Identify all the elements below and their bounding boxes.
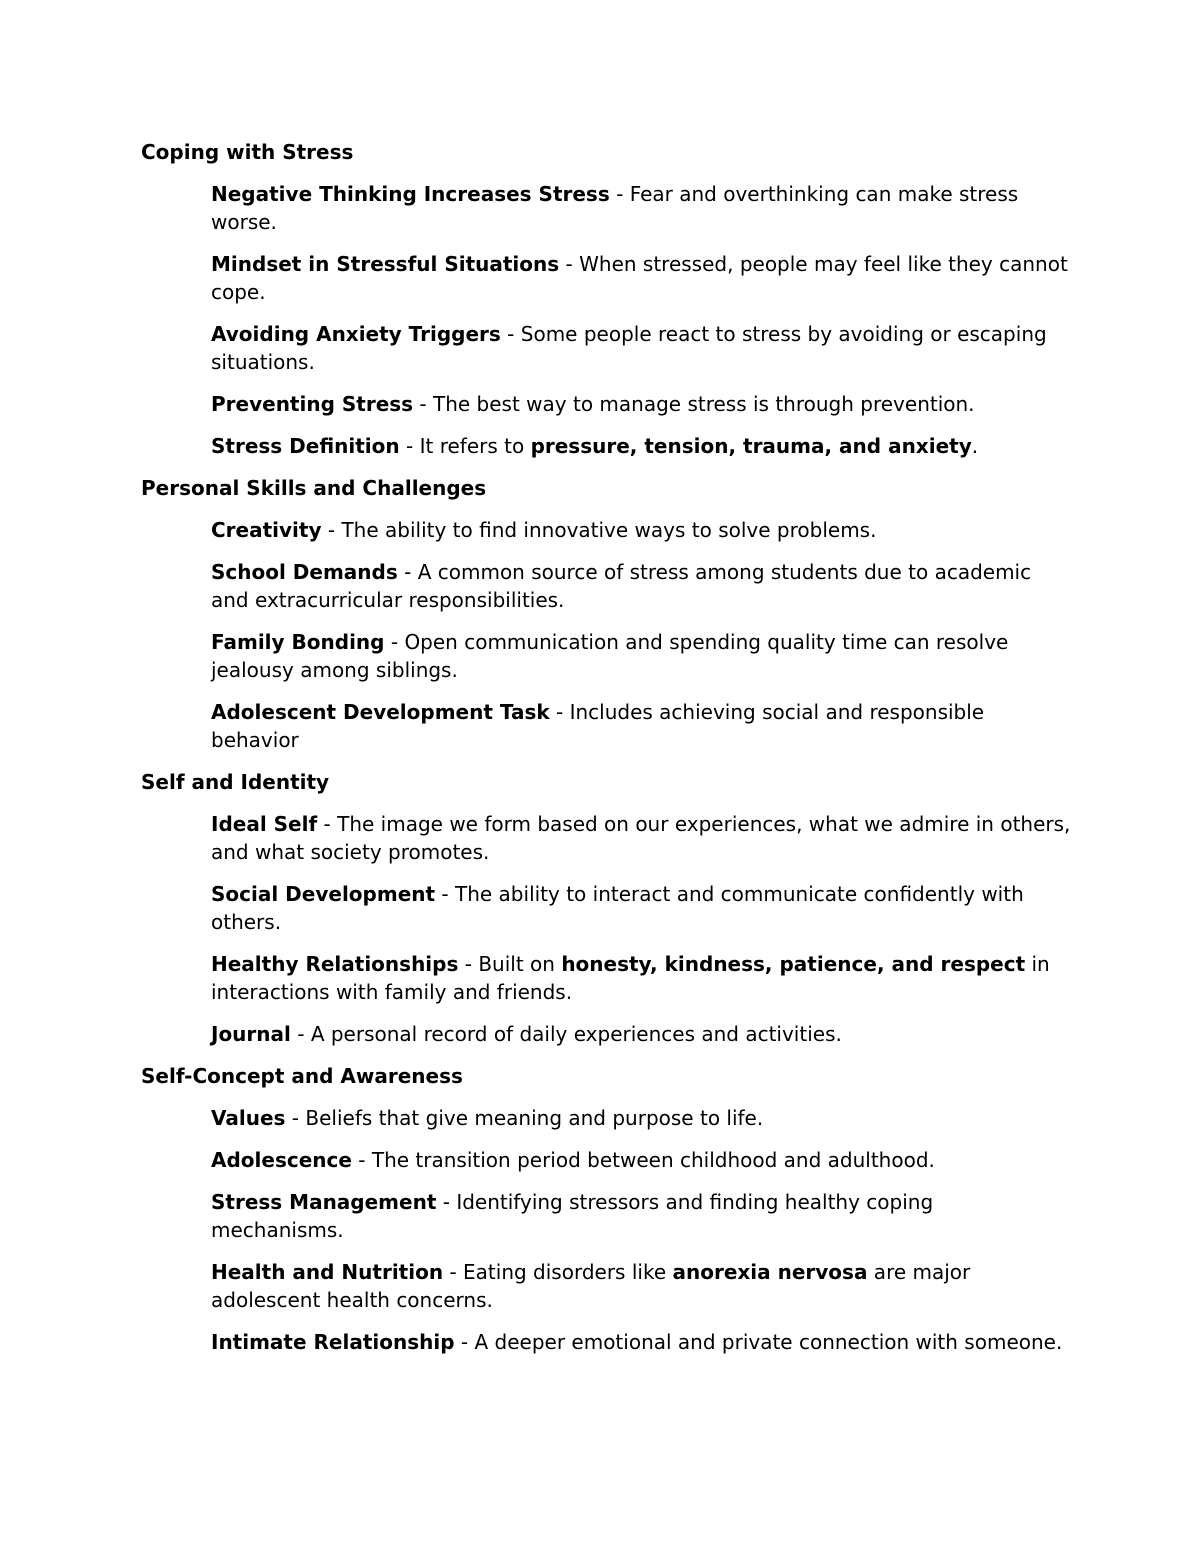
entry-term: Creativity <box>211 518 322 542</box>
entry-school-demands <box>211 558 1071 614</box>
entry-term: Ideal Self <box>211 812 318 836</box>
entry-separator: - <box>436 1190 457 1214</box>
entry-text: Fear and overthinking can make stress worse. <box>211 182 1019 234</box>
entry-separator: - <box>290 1022 311 1046</box>
entry-text-before: Built on <box>478 952 562 976</box>
section-heading: Coping with Stress <box>141 140 354 164</box>
entry-term: Negative Thinking Increases Stress <box>211 182 610 206</box>
entry-separator: - <box>559 252 580 276</box>
entry-intimate-relationship <box>211 1328 1071 1356</box>
entry-text: Some people react to stress by avoiding or escaping situations. <box>211 322 1047 374</box>
section-coping-with-stress <box>141 138 1071 460</box>
entry-term: Avoiding Anxiety Triggers <box>211 322 501 346</box>
entry-separator: - <box>397 560 418 584</box>
entry-family-bonding <box>211 628 1071 684</box>
entry-journal <box>211 1020 1071 1048</box>
entry-term: School Demands <box>211 560 398 584</box>
entry-term: Stress Definition <box>211 434 400 458</box>
entry-ideal-self <box>211 810 1071 866</box>
entry-stress-management <box>211 1188 1071 1244</box>
entry-healthy-relationships <box>211 950 1071 1006</box>
entry-text: Open communication and spending quality time can resolve jealousy among siblings. <box>211 630 1009 682</box>
entry-term: Adolescence <box>211 1148 352 1172</box>
entry-text: The transition period between childhood and adulthood. <box>371 1148 935 1172</box>
entry-term: Social Development <box>211 882 436 906</box>
entry-separator: - <box>435 882 455 906</box>
entry-social-development <box>211 880 1071 936</box>
entry-separator: - <box>384 630 405 654</box>
entry-term: Adolescent Development Task <box>211 700 550 724</box>
entry-text: Includes achieving social and responsible behavior <box>211 700 985 752</box>
entry-separator: - <box>454 1330 475 1354</box>
section-heading: Self-Concept and Awareness <box>141 1064 463 1088</box>
entry-values <box>211 1104 1071 1132</box>
entry-text: The ability to find innovative ways to solve problems. <box>341 518 877 542</box>
entry-negative-thinking <box>211 180 1071 236</box>
entry-text-after: in interactions with family and friends. <box>211 952 1050 1004</box>
entry-term: Intimate Relationship <box>211 1330 455 1354</box>
entry-health-nutrition <box>211 1258 1071 1314</box>
entry-text: The best way to manage stress is through prevention. <box>433 392 975 416</box>
entry-text-after: . <box>971 434 979 458</box>
entry-separator: - <box>351 1148 372 1172</box>
entry-term: Values <box>211 1106 286 1130</box>
section-self-concept <box>141 1062 1071 1356</box>
entry-separator: - <box>443 1260 464 1284</box>
entry-term: Family Bonding <box>211 630 385 654</box>
entry-term: Healthy Relationships <box>211 952 459 976</box>
entry-creativity <box>211 516 1071 544</box>
entry-separator: - <box>609 182 630 206</box>
section-heading: Personal Skills and Challenges <box>141 476 487 500</box>
entry-text: The image we form based on our experiences, what we admire in others, and what society promotes. <box>211 812 1071 864</box>
entry-text-before: It refers to <box>419 434 531 458</box>
entry-term: Stress Management <box>211 1190 437 1214</box>
entry-text: A deeper emotional and private connection with someone. <box>474 1330 1063 1354</box>
entry-separator: - <box>317 812 338 836</box>
entry-adolescence <box>211 1146 1071 1174</box>
entry-text-after: are major adolescent health concerns. <box>211 1260 971 1312</box>
entry-text: A personal record of daily experiences and activities. <box>310 1022 842 1046</box>
entry-term: Health and Nutrition <box>211 1260 444 1284</box>
section-heading: Self and Identity <box>141 770 330 794</box>
entry-separator: - <box>500 322 521 346</box>
entry-text-before: Eating disorders like <box>463 1260 673 1284</box>
entry-adolescent-development <box>211 698 1071 754</box>
entry-text: When stressed, people may feel like they cannot cope. <box>211 252 1068 304</box>
entry-avoiding-anxiety <box>211 320 1071 376</box>
entry-stress-definition <box>211 432 1071 460</box>
entry-emphasis: pressure, tension, trauma, and anxiety <box>530 434 972 458</box>
entry-term: Mindset in Stressful Situations <box>211 252 560 276</box>
entry-separator: - <box>413 392 433 416</box>
entry-separator: - <box>458 952 479 976</box>
document-content <box>141 138 1071 1370</box>
entry-term: Preventing Stress <box>211 392 414 416</box>
entry-text: Beliefs that give meaning and purpose to life. <box>305 1106 764 1130</box>
entry-mindset <box>211 250 1071 306</box>
entry-text: Identifying stressors and finding healthy coping mechanisms. <box>211 1190 934 1242</box>
section-self-and-identity <box>141 768 1071 1048</box>
entry-text: A common source of stress among students due to academic and extracurricular responsibilities. <box>211 560 1032 612</box>
entry-text: The ability to interact and communicate confidently with others. <box>211 882 1024 934</box>
section-personal-skills <box>141 474 1071 754</box>
entry-separator: - <box>549 700 570 724</box>
entry-separator: - <box>321 518 342 542</box>
entry-term: Journal <box>211 1022 291 1046</box>
entry-emphasis: anorexia nervosa <box>672 1260 868 1284</box>
entry-separator: - <box>285 1106 306 1130</box>
entry-preventing-stress <box>211 390 1071 418</box>
entry-emphasis: honesty, kindness, patience, and respect <box>561 952 1026 976</box>
entry-separator: - <box>399 434 420 458</box>
